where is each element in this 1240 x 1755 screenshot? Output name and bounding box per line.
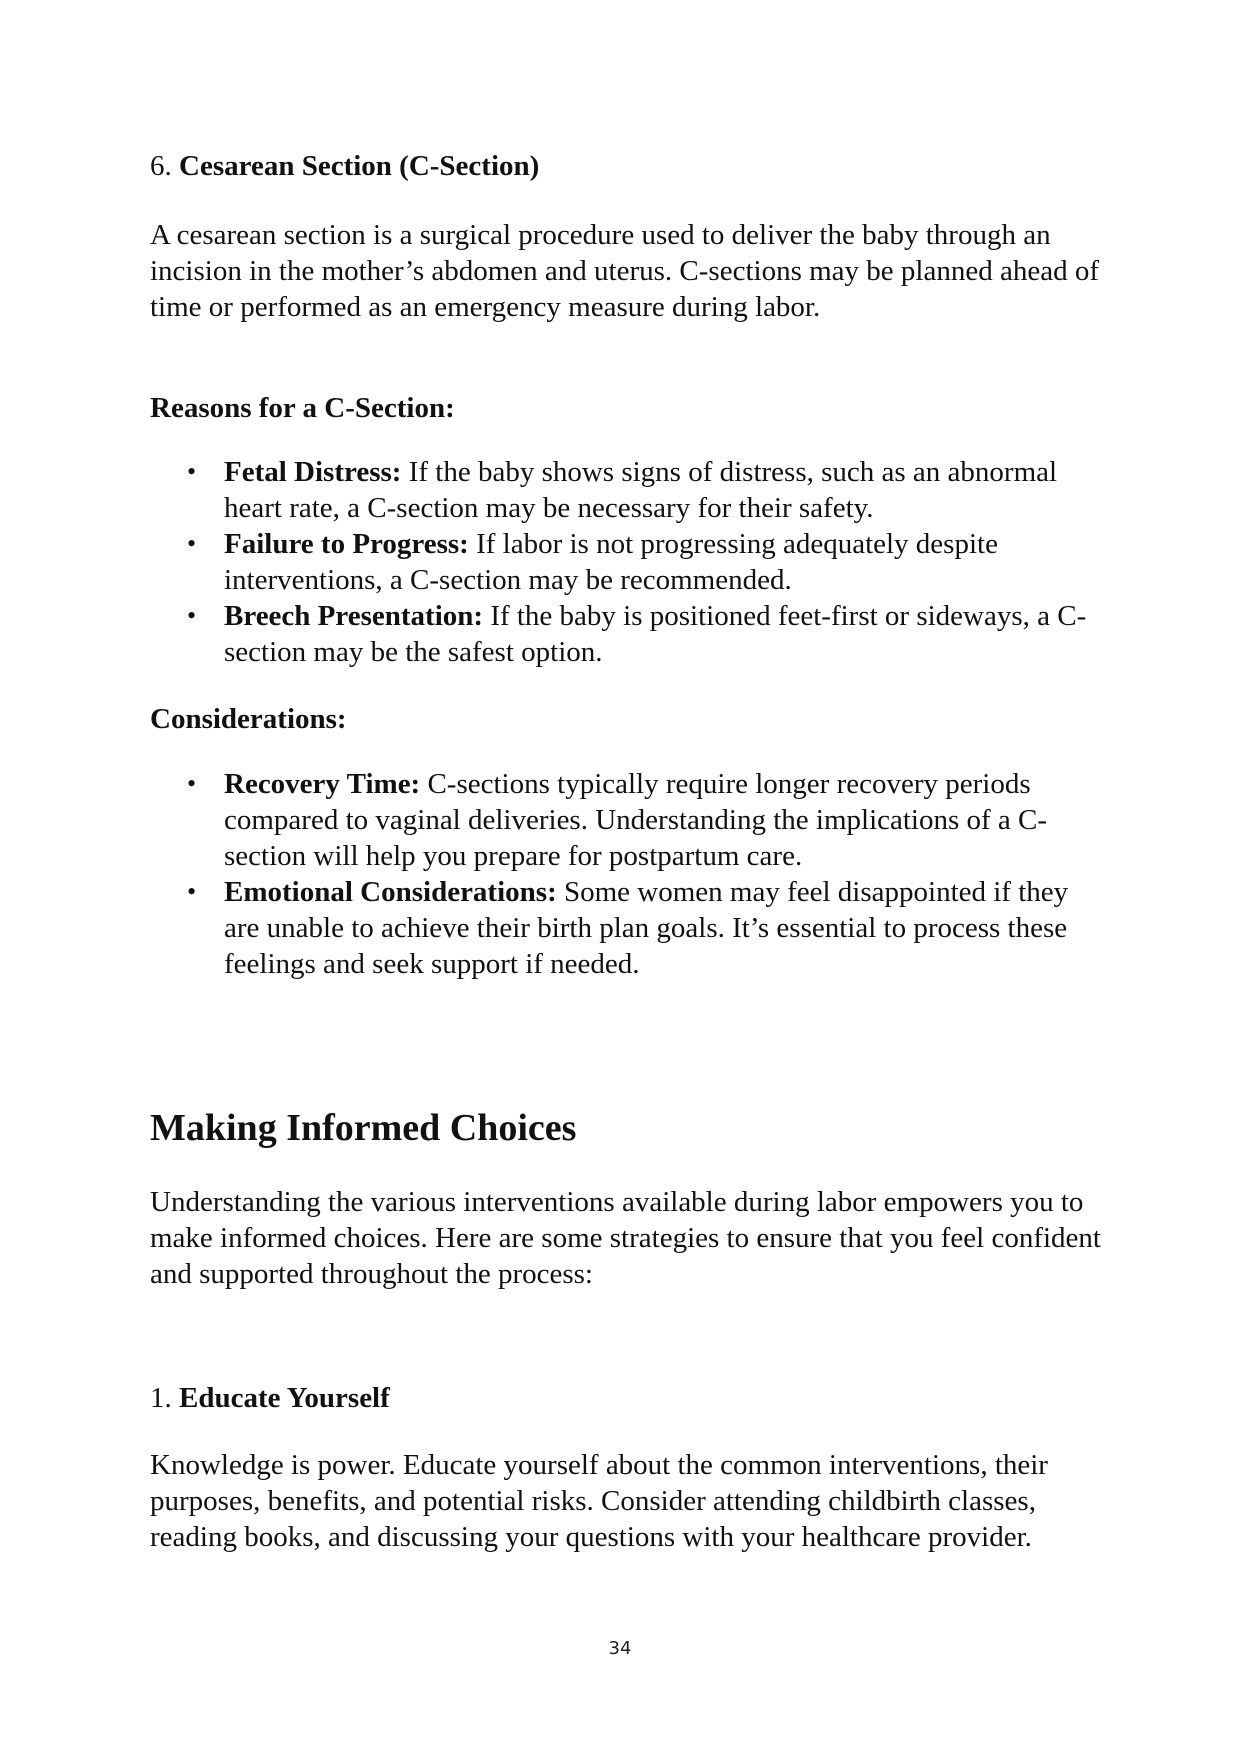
- reasons-heading: Reasons for a C-Section:: [150, 392, 455, 424]
- section-6-number: 6.: [150, 150, 172, 182]
- list-item-term: Failure to Progress:: [224, 528, 469, 560]
- considerations-heading: Considerations:: [150, 703, 347, 735]
- reasons-list: [150, 454, 1110, 670]
- bullet-icon: •: [187, 769, 197, 798]
- list-item: [150, 526, 1110, 598]
- educate-title: Educate Yourself: [179, 1382, 390, 1414]
- bullet-icon: •: [187, 877, 197, 906]
- list-item-term: Fetal Distress:: [224, 456, 402, 488]
- bullet-icon: •: [187, 529, 197, 558]
- section-6-intro: A cesarean section is a surgical procedure used to deliver the baby through an incision in the mother’s abdomen and uterus. C-sections may be planned ahead of time or performed as an emergency measure during labor.: [150, 219, 1099, 323]
- making-informed-choices-title: Making Informed Choices: [150, 1107, 577, 1149]
- bullet-icon: •: [187, 457, 197, 486]
- educate-yourself-text: Knowledge is power. Educate yourself about the common interventions, their purposes, benefits, and potential risks. Consider attending childbirth classes, reading books, and discussing your questions with your healthcare provider.: [150, 1449, 1048, 1553]
- list-item-text: If the baby is positioned feet-first or sideways, a C-section may be the safest option.: [224, 600, 1087, 668]
- section-6-heading: [150, 148, 1110, 184]
- bullet-icon: •: [187, 601, 197, 630]
- educate-number: 1.: [150, 1382, 172, 1414]
- considerations-list: [150, 766, 1110, 982]
- list-item-text: If the baby shows signs of distress, such as an abnormal heart rate, a C-section may be necessary for their safety.: [224, 456, 1058, 524]
- list-item-text: C-sections typically require longer recovery periods compared to vaginal deliveries. Understanding the implications of a C-section will help you prepare for postpartum care.: [224, 768, 1048, 872]
- list-item-text: If labor is not progressing adequately despite interventions, a C-section may be recommended.: [224, 528, 998, 596]
- list-item-term: Breech Presentation:: [224, 600, 484, 632]
- document-page: [150, 0, 1110, 1755]
- list-item: [150, 874, 1110, 982]
- list-item: [150, 454, 1110, 526]
- page-number: 34: [608, 1638, 632, 1659]
- list-item-term: Emotional Considerations:: [224, 876, 557, 908]
- educate-yourself-heading: [150, 1380, 1110, 1416]
- list-item-term: Recovery Time:: [224, 768, 421, 800]
- section-6-title: Cesarean Section (C-Section): [179, 150, 540, 182]
- list-item: [150, 598, 1110, 670]
- list-item-text: Some women may feel disappointed if they are unable to achieve their birth plan goals. It’s essential to process these feelings and seek support if needed.: [224, 876, 1069, 980]
- list-item: [150, 766, 1110, 874]
- making-informed-choices-intro: Understanding the various interventions available during labor empowers you to make informed choices. Here are some strategies to ensure that you feel confident and supported throughout the process:: [150, 1186, 1101, 1290]
